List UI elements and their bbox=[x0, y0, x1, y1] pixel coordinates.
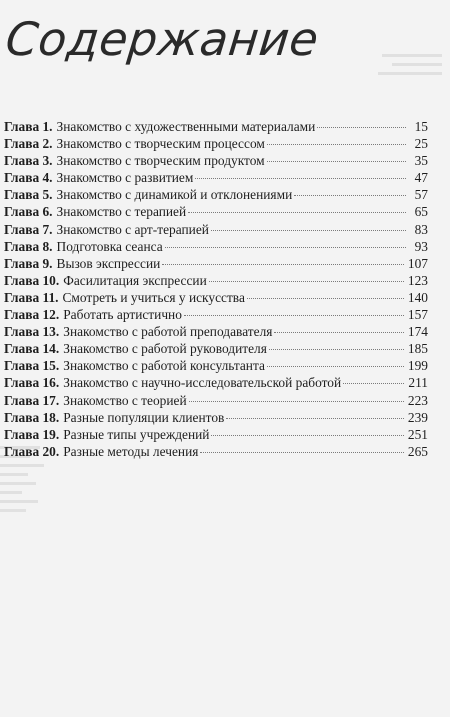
toc-chapter-title: Знакомство с творческим продуктом bbox=[56, 153, 265, 169]
toc-entry bbox=[4, 203, 428, 220]
toc-chapter-number: Глава 14. bbox=[4, 341, 60, 357]
toc-entry bbox=[4, 357, 428, 374]
toc-entry bbox=[4, 426, 428, 443]
toc-dot-leader bbox=[274, 332, 403, 333]
toc-chapter-title: Знакомство с работой преподавателя bbox=[63, 324, 273, 340]
toc-entry bbox=[4, 392, 428, 409]
toc-dot-leader bbox=[165, 247, 406, 248]
toc-chapter-number: Глава 5. bbox=[4, 187, 53, 203]
toc-dot-leader bbox=[267, 144, 406, 145]
toc-chapter-title: Знакомство с теорией bbox=[63, 392, 187, 408]
toc-page-number: 174 bbox=[407, 324, 428, 340]
toc-entry bbox=[4, 169, 428, 186]
toc-chapter-number: Глава 3. bbox=[4, 153, 53, 169]
toc-dot-leader bbox=[195, 178, 406, 179]
toc-dot-leader bbox=[188, 212, 406, 213]
toc-dot-leader bbox=[269, 349, 404, 350]
bleed-through-right bbox=[372, 48, 442, 81]
toc-chapter-number: Глава 9. bbox=[4, 255, 53, 271]
toc-entry bbox=[4, 289, 428, 306]
toc-page-number: 123 bbox=[407, 272, 428, 288]
toc-dot-leader bbox=[267, 366, 404, 367]
toc-dot-leader bbox=[184, 315, 404, 316]
toc-chapter-number: Глава 10. bbox=[4, 272, 60, 288]
toc-page-number: 35 bbox=[414, 153, 428, 169]
toc-dot-leader bbox=[200, 452, 404, 453]
page-title: Содержание bbox=[3, 12, 322, 66]
toc-chapter-number: Глава 19. bbox=[4, 426, 60, 442]
toc-chapter-title: Знакомство с арт-терапией bbox=[56, 221, 209, 237]
toc-page-number: 157 bbox=[407, 307, 428, 323]
toc-entry bbox=[4, 255, 428, 272]
toc-page-number: 47 bbox=[414, 170, 428, 186]
toc-chapter-title: Разные методы лечения bbox=[63, 443, 199, 459]
toc-entry bbox=[4, 135, 428, 152]
toc-dot-leader bbox=[317, 127, 406, 128]
toc-page-number: 140 bbox=[407, 289, 428, 305]
toc-entry bbox=[4, 238, 428, 255]
toc-entry bbox=[4, 409, 428, 426]
toc-chapter-title: Разные типы учреждений bbox=[63, 426, 210, 442]
toc-chapter-number: Глава 15. bbox=[4, 358, 60, 374]
toc-chapter-number: Глава 2. bbox=[4, 136, 53, 152]
toc-entry bbox=[4, 152, 428, 169]
toc-dot-leader bbox=[343, 383, 404, 384]
toc-chapter-number: Глава 20. bbox=[4, 443, 60, 459]
toc-entry bbox=[4, 323, 428, 340]
toc-entry bbox=[4, 306, 428, 323]
toc-page-number: 251 bbox=[407, 426, 428, 442]
toc-page-number: 93 bbox=[414, 238, 428, 254]
toc-chapter-number: Глава 12. bbox=[4, 307, 60, 323]
toc-chapter-title: Знакомство с творческим процессом bbox=[56, 136, 265, 152]
toc-chapter-title: Знакомство с художественными материалами bbox=[56, 119, 316, 134]
toc-entry bbox=[4, 186, 428, 203]
toc-chapter-number: Глава 11. bbox=[4, 289, 59, 305]
toc-chapter-number: Глава 7. bbox=[4, 221, 53, 237]
toc-entry bbox=[4, 340, 428, 357]
toc-chapter-title: Разные популяции клиентов bbox=[63, 409, 225, 425]
toc-page-number: 199 bbox=[407, 358, 428, 374]
toc-entry bbox=[4, 221, 428, 238]
table-of-contents bbox=[4, 118, 428, 460]
toc-entry bbox=[4, 272, 428, 289]
toc-chapter-title: Знакомство с развитием bbox=[56, 170, 194, 186]
toc-chapter-title: Знакомство с работой консультанта bbox=[63, 358, 265, 374]
toc-dot-leader bbox=[247, 298, 404, 299]
toc-page-number: 239 bbox=[407, 409, 428, 425]
toc-chapter-title: Знакомство с работой руководителя bbox=[63, 341, 267, 357]
toc-page-number: 223 bbox=[407, 392, 428, 408]
toc-page-number: 15 bbox=[414, 119, 428, 134]
toc-dot-leader bbox=[209, 281, 404, 282]
toc-chapter-title: Фасилитация экспрессии bbox=[63, 272, 207, 288]
toc-page-number: 185 bbox=[407, 341, 428, 357]
toc-page-number: 83 bbox=[414, 221, 428, 237]
toc-chapter-number: Глава 17. bbox=[4, 392, 60, 408]
toc-chapter-title: Знакомство с научно-исследовательской работой bbox=[63, 375, 342, 391]
toc-chapter-title: Вызов экспрессии bbox=[56, 255, 161, 271]
toc-page-number: 25 bbox=[414, 136, 428, 152]
toc-chapter-number: Глава 1. bbox=[4, 119, 53, 134]
toc-dot-leader bbox=[211, 435, 403, 436]
toc-page-number: 57 bbox=[414, 187, 428, 203]
toc-chapter-title: Подготовка сеанса bbox=[56, 238, 163, 254]
toc-page-number: 265 bbox=[407, 443, 428, 459]
toc-chapter-title: Знакомство с динамикой и отклонениями bbox=[56, 187, 293, 203]
toc-chapter-number: Глава 18. bbox=[4, 409, 60, 425]
toc-chapter-number: Глава 8. bbox=[4, 238, 53, 254]
toc-page-number: 211 bbox=[408, 375, 428, 391]
toc-chapter-title: Работать артистично bbox=[63, 307, 182, 323]
toc-chapter-number: Глава 4. bbox=[4, 170, 53, 186]
toc-entry bbox=[4, 118, 428, 135]
toc-dot-leader bbox=[294, 195, 406, 196]
toc-page-number: 107 bbox=[407, 255, 428, 271]
toc-chapter-title: Смотреть и учиться у искусства bbox=[62, 289, 245, 305]
toc-chapter-number: Глава 6. bbox=[4, 204, 53, 220]
toc-dot-leader bbox=[162, 264, 404, 265]
toc-dot-leader bbox=[267, 161, 406, 162]
toc-dot-leader bbox=[211, 230, 406, 231]
toc-chapter-title: Знакомство с терапией bbox=[56, 204, 187, 220]
toc-entry bbox=[4, 443, 428, 460]
toc-dot-leader bbox=[189, 401, 404, 402]
toc-chapter-number: Глава 16. bbox=[4, 375, 60, 391]
toc-dot-leader bbox=[226, 418, 404, 419]
toc-page-number: 65 bbox=[414, 204, 428, 220]
toc-entry bbox=[4, 374, 428, 391]
toc-chapter-number: Глава 13. bbox=[4, 324, 60, 340]
